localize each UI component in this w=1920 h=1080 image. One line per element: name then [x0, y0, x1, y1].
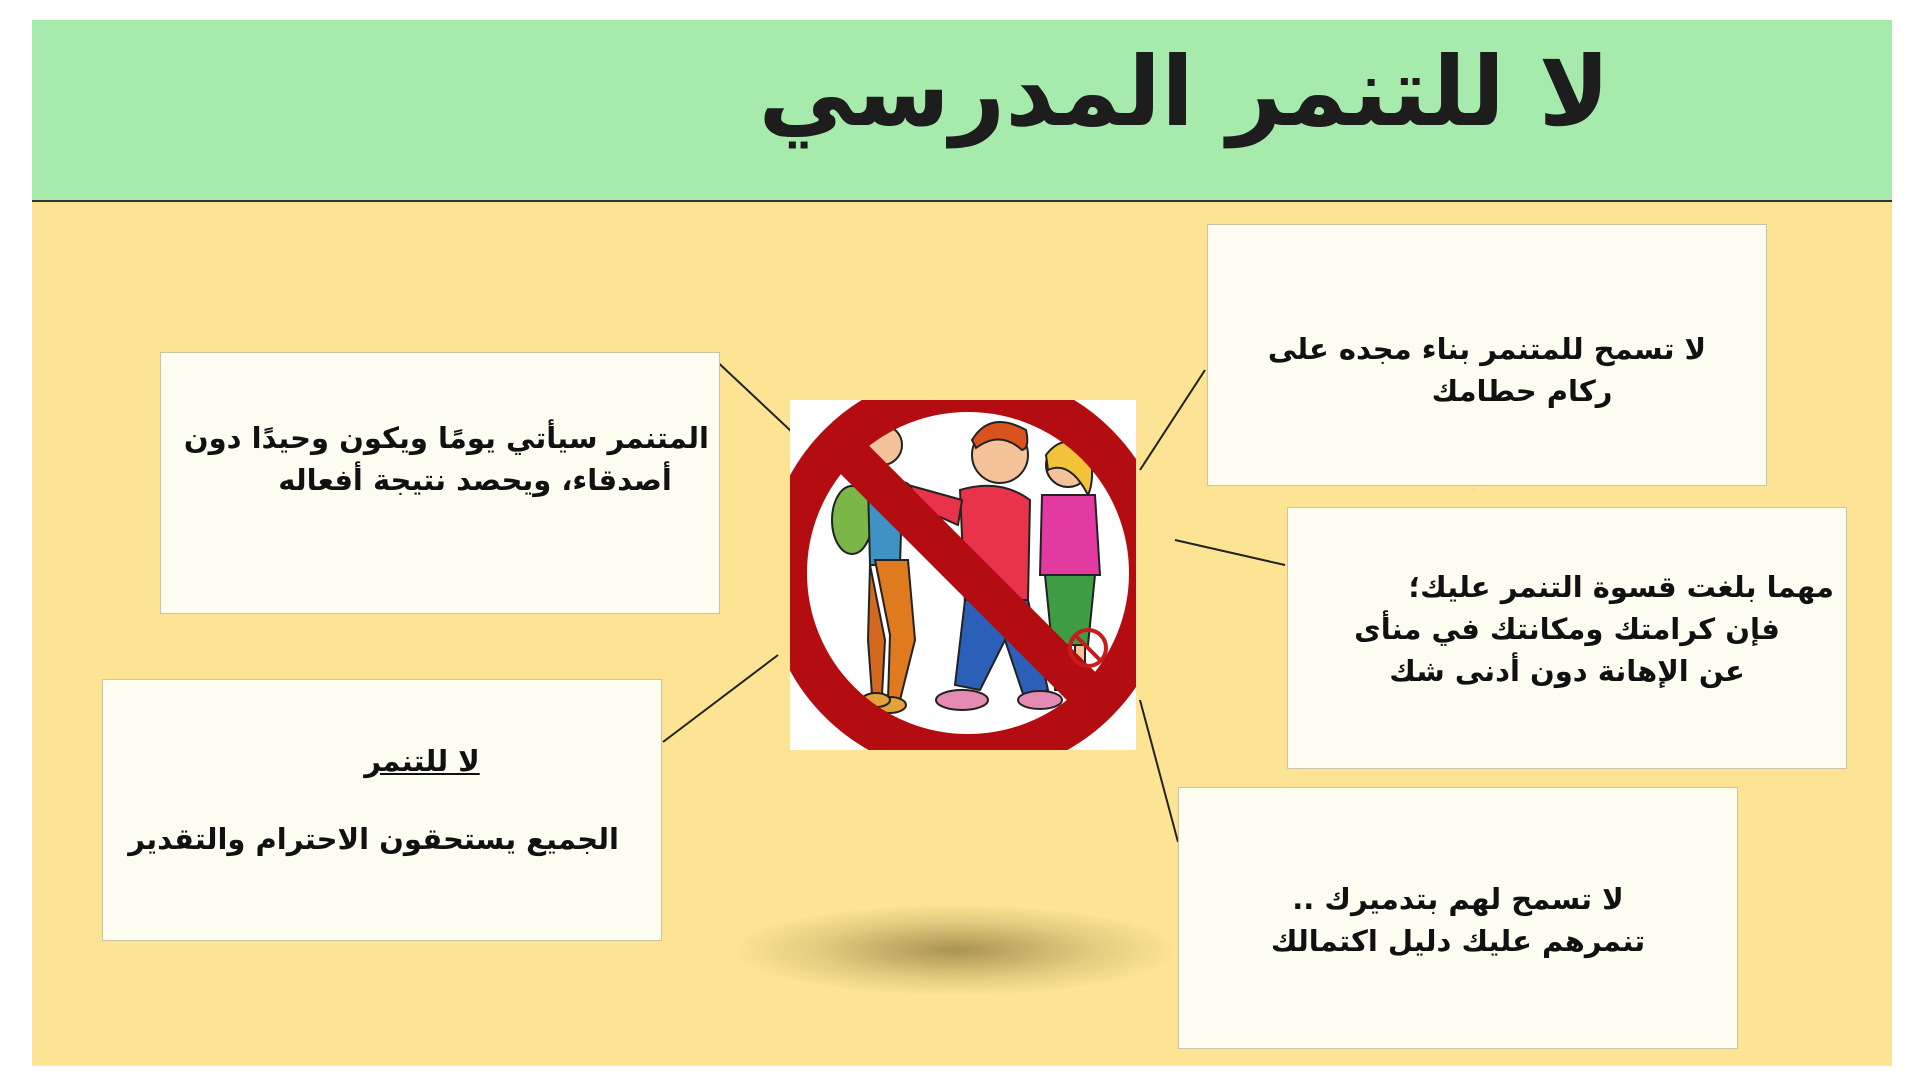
card-line: مهما بلغت قسوة التنمر عليك؛	[1408, 570, 1834, 604]
card-line: فإن كرامتك ومكانتك في منأى	[1354, 612, 1780, 647]
card-body: الجميع يستحقون الاحترام والتقدير	[128, 822, 619, 857]
card-line: أصدقاء، ويحصد نتيجة أفعاله	[278, 463, 672, 498]
tiny-label: …	[1472, 486, 1476, 491]
card-bottom-left	[102, 679, 662, 941]
card-line: عن الإهانة دون أدنى شك	[1389, 654, 1745, 689]
card-line: لا تسمح للمتنمر بناء مجده على	[1267, 332, 1707, 366]
card-bottom-right	[1178, 787, 1738, 1049]
card-line: لا تسمح لهم بتدميرك ..	[1292, 882, 1624, 916]
card-top-left	[160, 352, 720, 614]
card-top-right	[1207, 224, 1767, 486]
card-middle-right	[1287, 507, 1847, 769]
no-bullying-icon	[790, 400, 1136, 750]
card-line: ركام حطامك	[1431, 374, 1613, 409]
slide-title: لا للتنمر المدرسي	[758, 36, 1610, 148]
no-bullying-illustration	[790, 400, 1136, 750]
card-line: تنمرهم عليك دليل اكتمالك	[1270, 924, 1646, 959]
card-heading: لا للتنمر	[364, 744, 480, 778]
card-line: المتنمر سيأتي يومًا ويكون وحيدًا دون	[183, 421, 709, 455]
drop-shadow	[735, 905, 1175, 995]
